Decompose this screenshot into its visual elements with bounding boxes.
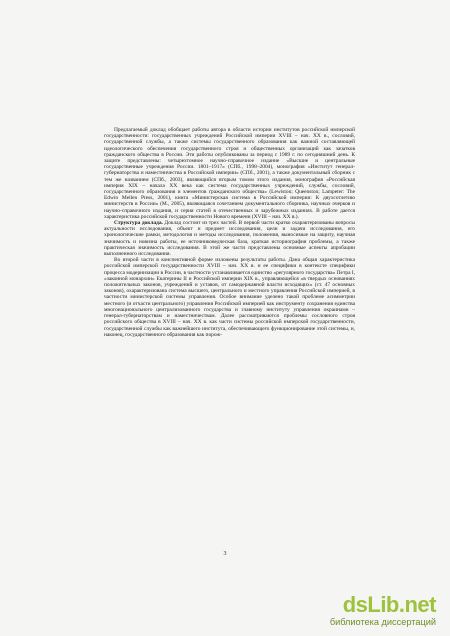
structure-text: Доклад состоит из трех частей. В первой части кратко охарактеризованы вопросы актуальности исследования, объект и предмет исследования, цели и задачи исследования, его хронологические рамки, методология и методы исследования, положения, выносимые на защиту, научная значимость и новизна работы, ее источниковедческая база, краткая историография проблемы, а также практическая значимость исследования. В этой же части представлены основные аспекты апробации выполненного исследования. (104, 220, 355, 258)
logo-text-net: .net (398, 592, 436, 617)
paragraph-intro: Предлагаемый доклад обобщает работы автора в области истории институтов российской имперской государственности: государственных учреждений Российской империи XVIII – нач. XX в., сословий, государственной службы, а также системы государственного образования как важной составляющей идеологического обеспечения государственного строя и общественных организаций как зачатков гражданского общества в России. Эти работы опубликованы за период с 1989 г. по сегодняшний день. К защите представлены: четырехтомное научно-справочное издание «Высшие и центральные государственные учреждения России. 1801–1917» (СПб., 1998–2004), монография «Институт генерал-губернаторства и наместничества в Российской империи» (СПб., 2001), а также документальный сборник с тем же названием (СПб., 2003), являющийся вторым томом этого издания, монография «Российская империя XIX – начала XX века как система государственных учреждений, службы, сословий, государственного образования и элементов гражданского общества» (Lewiston; Queenston; Lampeter: The Edwin Mellen Press, 2001), книга «Министерская система в Российской империи: К двухсотлетию министерств в России» (М., 2005), являющаяся сочетанием документального сборника, научных очерков и научно-справочного издания, и серия статей в отечественных и зарубежных изданиях. В работе дается характеристика российской государственности Нового времени (XVIII – нач. XX в.). (104, 127, 355, 220)
paragraph-second-part: Во второй части в конспективной форме изложены результаты работы. Дана общая характеристика российской имперской государственности XVIII – нач. XX в. и ее специфики в контексте специфики процесса модернизации в России, в частности устанавливается единство «регулярного государства» Петра I, «законной монархии» Екатерины II и Российской империи XIX в., управляющейся «в твердых основаниях положительных законов, учреждений и уставов, от самодержавной власти исходящих» (ст. 47 основных законов), охарактеризована система высшего, центрального и местного управления Российской империей, в частности министерской системы управления. Особое внимание уделено такой проблеме асимметрии местного (и отчасти центрального) управления Российской империей как инструменту сохранения единства многонационального централизованного государства и главному институту управления окраинами – генерал-губернаторствам и наместничествам. Далее рассматриваются проблемы сословного строя российского общества в XVIII – нач. XX в. как части системы российской имперской государственности, государственной службы как важнейшего института, обеспечивающего функционирование этой системы, и, наконец, государственного образования как порож- (104, 257, 355, 338)
site-watermark (296, 594, 436, 628)
body-text (104, 127, 355, 338)
logo-text-dslib: dsLib (342, 592, 399, 617)
watermark-logo (296, 594, 436, 616)
paragraph-structure (104, 220, 355, 257)
page-number: 3 (223, 551, 227, 557)
structure-heading: Структура доклада. (114, 220, 163, 227)
watermark-tagline: библиотека диссертаций (329, 617, 436, 627)
